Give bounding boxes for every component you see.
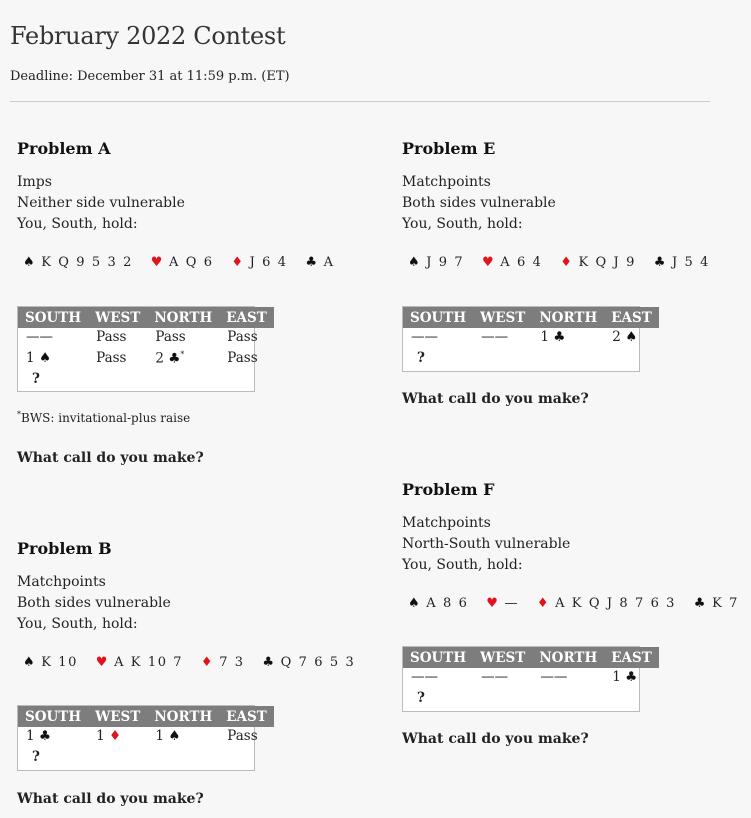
problem-a-question: What call do you make? [17,450,204,466]
header-east: EAST [604,307,659,328]
bid-north [532,328,604,349]
header-east: EAST [219,706,274,727]
header-south: SOUTH [403,647,473,668]
spade-icon: ♠ [408,255,422,270]
problem-b-question: What call do you make? [17,791,204,807]
bid-east: Pass [227,728,258,744]
problem-e-auction [402,306,652,372]
heart-icon: ♥ [486,596,500,611]
auction-row [403,689,659,710]
bid-level: 2 [612,329,621,345]
bid-level: 2 [155,350,164,367]
header-west: WEST [88,307,147,328]
problem-f-scoring: Matchpoints [402,515,491,531]
problem-e-question: What call do you make? [402,391,589,407]
hand-diamonds: 7 3 [219,655,245,670]
bid-north [147,349,219,370]
problem-f-vulnerability: North-South vulnerable [402,536,571,552]
problem-b-scoring: Matchpoints [17,574,106,590]
bid-west: —— [481,329,509,345]
hand-hearts: A 6 4 [500,255,543,270]
footnote-text: BWS: invitational-plus raise [21,411,191,425]
club-icon: ♣ [653,255,667,270]
bid-west [88,727,147,748]
bid-south: —— [26,329,53,345]
problem-e [402,139,732,275]
spade-icon: ♠ [23,255,37,270]
spade-icon: ♠ [168,728,181,744]
bid-west: Pass [96,329,127,345]
club-icon: ♣ [625,669,638,685]
hand-clubs: K 7 [712,596,739,611]
problem-b-title: Problem B [17,539,112,558]
diamond-icon: ♦ [200,655,215,670]
auction-row [18,370,274,391]
bid-level: 1 [26,728,35,744]
auction-row [403,349,659,370]
hand-spades: A 8 6 [426,596,469,611]
problem-a-footnote [17,410,190,425]
club-icon: ♣ [38,728,51,744]
bid-level: 1 [155,728,164,744]
hand-diamonds: K Q J 9 [578,255,636,270]
problem-f-hold: You, South, hold: [402,557,523,573]
deadline: Deadline: December 31 at 11:59 p.m. (ET) [10,69,290,84]
bid-south [18,349,88,370]
problem-a-auction [17,306,267,392]
hand-spades: K 10 [41,655,79,670]
bid-level: 1 [540,329,549,345]
club-icon: ♣ [262,655,276,670]
bid-level: 1 [612,669,621,685]
header-south: SOUTH [18,307,88,328]
problem-b-vulnerability: Both sides vulnerable [17,595,171,611]
problem-a [17,139,347,275]
bid-north: Pass [155,329,186,345]
club-icon: ♣ [693,596,708,611]
problem-a-title: Problem A [17,139,111,158]
divider [10,101,710,102]
header-north: NORTH [532,647,604,668]
auction-row [18,349,274,370]
problem-b-auction [17,705,267,771]
bid-south [18,727,88,748]
problem-b-hold: You, South, hold: [17,616,138,632]
bid-level: 1 [96,728,105,744]
problem-b [17,539,356,675]
problem-e-title: Problem E [402,139,496,158]
auction-row [403,328,659,349]
hand-diamonds: J 6 4 [249,255,288,270]
spade-icon: ♠ [23,655,37,670]
heart-icon: ♥ [95,655,110,670]
hand-spades: K Q 9 5 3 2 [41,255,133,270]
bid-east: Pass [227,350,258,366]
header-north: NORTH [147,706,219,727]
bid-question: ? [32,749,40,765]
auction-row [18,748,274,769]
bid-east: Pass [227,329,258,345]
hand-spades: J 9 7 [426,255,465,270]
bid-west: —— [481,669,509,685]
hand-clubs: Q 7 6 5 3 [280,655,356,670]
problem-e-scoring: Matchpoints [402,174,491,190]
page-title: February 2022 Contest [10,22,286,50]
club-icon: ♣ [305,255,319,270]
problem-b-hand [23,655,356,675]
diamond-icon: ♦ [536,596,551,611]
bid-south: —— [411,669,438,685]
diamond-icon: ♦ [108,728,122,744]
problem-f [402,480,739,616]
hand-clubs: J 5 4 [671,255,710,270]
bid-east [604,668,659,689]
hand-clubs: A [323,255,335,270]
auction-row [403,668,659,689]
header-south: SOUTH [18,706,88,727]
problem-e-hold: You, South, hold: [402,216,523,232]
problem-a-hand [23,255,347,275]
problem-f-auction [402,646,652,712]
header-north: NORTH [532,307,604,328]
diamond-icon: ♦ [231,255,245,270]
bid-north: —— [540,669,568,685]
problem-e-hand [408,255,732,275]
header-south: SOUTH [403,307,473,328]
problem-e-vulnerability: Both sides vulnerable [402,195,556,211]
hand-hearts: A K 10 7 [114,655,184,670]
hand-hearts: A Q 6 [168,255,214,270]
problem-a-hold: You, South, hold: [17,216,138,232]
bid-question: ? [32,371,40,387]
problem-f-hand [408,596,739,616]
club-icon: ♣ [168,350,181,367]
header-west: WEST [473,647,532,668]
auction-row [18,727,274,748]
bid-question: ? [417,690,425,706]
spade-icon: ♠ [625,329,638,345]
problem-a-scoring: Imps [17,174,52,190]
header-west: WEST [88,706,147,727]
auction-row [18,328,274,349]
heart-icon: ♥ [482,255,496,270]
header-east: EAST [604,647,659,668]
problem-f-question: What call do you make? [402,731,589,747]
bid-south: —— [411,329,438,345]
problem-a-vulnerability: Neither side vulnerable [17,195,185,211]
problem-f-title: Problem F [402,480,495,499]
heart-icon: ♥ [150,255,164,270]
header-west: WEST [473,307,532,328]
footnote-marker: * [17,410,21,419]
bid-west: Pass [96,350,127,366]
spade-icon: ♠ [408,596,422,611]
header-east: EAST [219,307,274,328]
bid-east [604,328,659,349]
bid-level: 1 [26,350,35,366]
diamond-icon: ♦ [560,255,574,270]
footnote-marker: * [180,350,185,359]
hand-hearts: — [504,596,520,611]
hand-diamonds: A K Q J 8 7 6 3 [555,596,677,611]
bid-north [147,727,219,748]
bid-question: ? [417,350,425,366]
header-north: NORTH [147,307,219,328]
spade-icon: ♠ [38,350,51,366]
club-icon: ♣ [553,329,566,345]
